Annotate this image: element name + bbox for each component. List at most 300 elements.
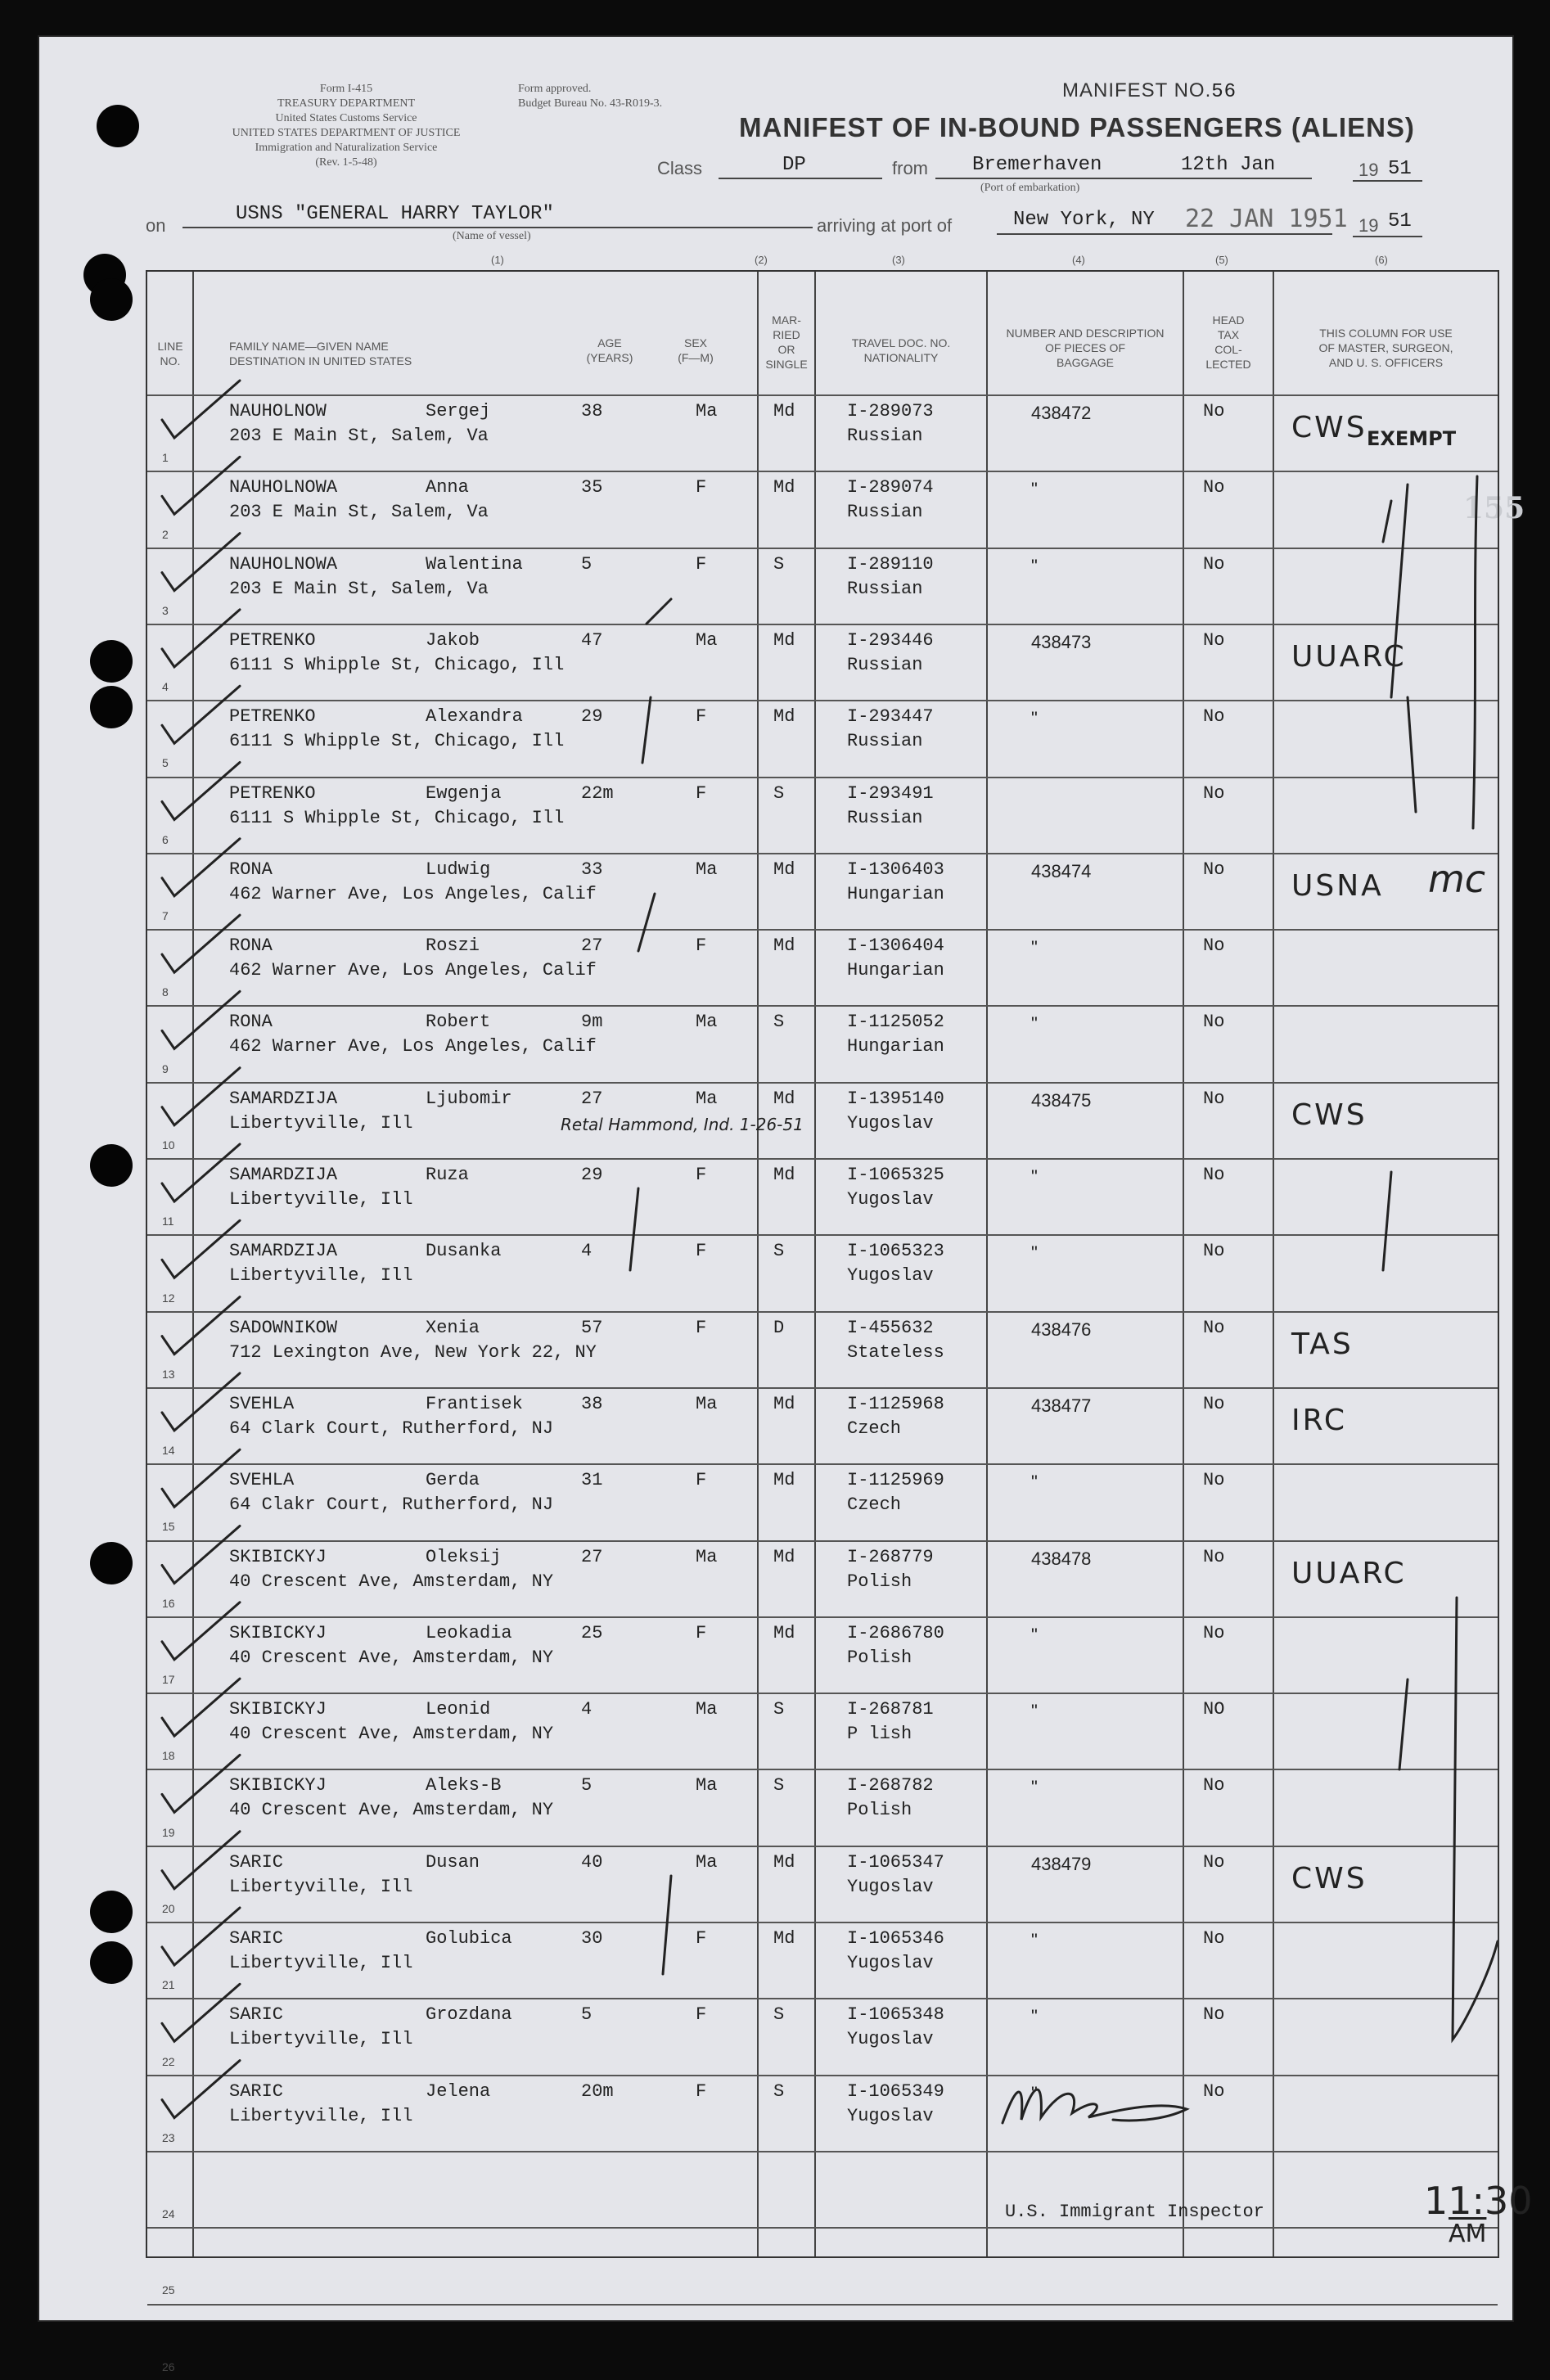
surname: SARIC [229,2004,284,2026]
baggage: 438475 [1031,1089,1092,1111]
head-tax: No [1203,553,1225,575]
exempt-annotation: EXEMPT [1367,427,1457,450]
surname: SADOWNIKOW [229,1317,338,1338]
binder-hole [90,640,133,683]
line-number: 26 [162,2360,175,2373]
head-tax: No [1203,2004,1225,2026]
age: 38 [581,401,603,421]
age: 35 [581,477,603,498]
checkmark [162,1908,240,1965]
marital-status: Md [773,935,795,957]
destination: 6111 S Whipple St, Chicago, Ill [229,654,565,675]
travel-doc-no: I-1125969 [847,1470,944,1491]
head-tax: No [1203,859,1225,880]
checkmark [162,1220,240,1278]
surname: SVEHLA [229,1393,295,1414]
surname: SVEHLA [229,1470,295,1491]
checkmark [162,381,240,438]
family-bracket-2 [630,894,655,1270]
col-head-name-1: FAMILY NAME—GIVEN NAME [229,340,389,353]
checkmark [162,1602,240,1660]
marital-status: Md [773,1851,795,1873]
manifest-number [1062,79,1237,103]
port-value: New York, NY [1013,209,1155,231]
travel-doc-no: I-1395140 [847,1088,944,1109]
age: 29 [581,706,603,728]
baggage: 438477 [1031,1395,1092,1416]
given-name: Robert [426,1012,491,1033]
line-number: 19 [162,1825,175,1839]
col-head-sex-2: (F—M) [678,351,714,364]
checkmark [162,610,240,667]
sex: F [696,782,707,804]
line-number: 14 [162,1444,175,1458]
head-tax: No [1203,1928,1225,1949]
checkmark [162,1449,240,1507]
checkmark [162,763,240,820]
nationality: Hungarian [847,883,944,904]
baggage: " [1031,2006,1038,2027]
officer-note: TAS [1291,1327,1354,1361]
destination: 203 E Main St, Salem, Va [229,578,489,599]
age: 5 [581,553,593,575]
col-head-head-tax-3: COL- [1214,343,1242,356]
checkmark [162,915,240,972]
baggage: 438478 [1031,1548,1092,1569]
checkmark [162,1068,240,1125]
officer-note: CWS [1291,1098,1368,1132]
given-name: Leonid [426,1699,491,1720]
marital-status: Md [773,706,795,728]
baggage: 438476 [1031,1318,1092,1340]
checkmark [162,1755,240,1812]
binder-hole [97,105,139,147]
line-number: 16 [162,1596,175,1610]
given-name: Oleksij [426,1546,502,1567]
col-num-1: (1) [491,254,504,266]
surname: PETRENKO [229,629,316,651]
surname: PETRENKO [229,706,316,728]
nationality: Russian [847,807,923,828]
col-head-officers-3: AND U. S. OFFICERS [1328,356,1444,369]
surname: RONA [229,1012,273,1033]
sex: Ma [696,859,718,880]
head-tax: No [1203,1165,1225,1185]
destination: 40 Crescent Ave, Amsterdam, NY [229,1647,554,1668]
given-name: Roszi [426,935,480,957]
baggage: 438474 [1031,860,1092,881]
officer-note: UUARC [1291,639,1407,674]
baggage: " [1031,1166,1038,1187]
destination: 6111 S Whipple St, Chicago, Ill [229,731,565,752]
checkmark [162,1526,240,1584]
line-number: 7 [162,909,169,923]
date-value: 12th Jan [1181,154,1276,176]
baggage: 438472 [1031,403,1092,423]
page-number-stamp: 155 [1463,491,1525,525]
treasury-dept: TREASURY DEPARTMENT [277,97,416,110]
given-name: Frantisek [426,1393,523,1414]
destination: Libertyville, Ill [229,2105,413,2126]
officer-mark-6 [1399,1598,1498,2040]
year-underline [1353,180,1422,182]
officer-mark-3 [1408,697,1416,812]
destination: Libertyville, Ill [229,2029,413,2050]
nationality: P lish [847,1724,912,1745]
age: 38 [581,1393,603,1414]
sex: F [696,553,707,575]
col-head-travel-doc-2: NATIONALITY [863,351,939,364]
travel-doc-no: I-293447 [847,706,934,728]
destination: 203 E Main St, Salem, Va [229,426,489,446]
given-name: Jelena [426,2080,491,2102]
travel-doc-no: I-293446 [847,629,934,651]
checkmark [162,534,240,591]
form-approved: Form approved. [518,83,592,95]
age: 47 [581,629,603,651]
travel-doc-no: I-1065346 [847,1928,944,1949]
col-head-baggage-1: NUMBER AND DESCRIPTION [1006,327,1165,340]
baggage: " [1031,1013,1038,1034]
from-value: Bremerhaven [972,154,1102,176]
destination: 712 Lexington Ave, New York 22, NY [229,1341,597,1363]
surname: SAMARDZIJA [229,1165,338,1185]
surname: SKIBICKYJ [229,1775,327,1796]
checkmark [162,2061,240,2118]
sex: Ma [696,1546,718,1567]
travel-doc-no: I-289073 [847,401,934,421]
baggage: " [1031,1930,1038,1950]
surname: SAMARDZIJA [229,1088,338,1109]
line-number: 1 [162,451,169,465]
surname: NAUHOLNOW [229,401,327,421]
head-tax: No [1203,1775,1225,1796]
marital-status: S [773,782,785,804]
given-name: Alexandra [426,706,523,728]
officer-mark-5 [1383,1172,1391,1270]
head-tax: No [1203,1241,1225,1262]
col-num-6: (6) [1375,254,1388,266]
class-underline [719,178,882,179]
age: 25 [581,1622,603,1643]
given-name: Sergej [426,401,491,421]
binder-hole [90,1144,133,1187]
age: 29 [581,1165,603,1185]
head-tax: No [1203,1088,1225,1109]
col-head-married-2: RIED [773,328,800,341]
destination: 462 Warner Ave, Los Angeles, Calif [229,1036,597,1057]
manifest-page [39,37,1533,2373]
destination: 64 Clark Court, Rutherford, NJ [229,1418,554,1439]
sex: F [696,1165,707,1185]
given-name: Jakob [426,629,480,651]
travel-doc-no: I-1065347 [847,1851,944,1873]
destination: 462 Warner Ave, Los Angeles, Calif [229,883,597,904]
surname: SARIC [229,1851,284,1873]
year-prefix: 19 [1359,160,1379,180]
line-number: 8 [162,985,169,999]
col-num-2: (2) [755,254,768,266]
family-bracket-1 [642,599,671,763]
arriving-label: arriving at port of [817,215,953,236]
marital-status: Md [773,401,795,421]
head-tax: No [1203,706,1225,728]
marital-status: S [773,1241,785,1262]
mc-annotation: mc [1428,857,1486,901]
age: 27 [581,1546,603,1567]
travel-doc-no: I-1065325 [847,1165,944,1185]
nationality: Russian [847,578,923,599]
checkmark [162,1832,240,1889]
sex: Ma [696,1088,718,1109]
manifest-no-label: MANIFEST NO. [1062,79,1212,101]
nationality: Russian [847,654,923,675]
marital-status: Md [773,859,795,880]
destination: Libertyville, Ill [229,1189,413,1210]
age: 27 [581,1088,603,1109]
given-name: Leokadia [426,1622,512,1643]
surname: SARIC [229,1928,284,1949]
travel-doc-no: I-268782 [847,1775,934,1796]
line-number: 24 [162,2207,175,2221]
nationality: Yugoslav [847,2105,934,2126]
travel-doc-no: I-1065323 [847,1241,944,1262]
checkmark [162,991,240,1048]
travel-doc-no: I-289110 [847,553,934,575]
col-num-5: (5) [1215,254,1228,266]
sex: F [696,1928,707,1949]
nationality: Russian [847,426,923,446]
surname: RONA [229,859,273,880]
form-number: Form I-415 [319,83,373,95]
age: 22m [581,782,614,804]
head-tax: No [1203,1470,1225,1491]
head-tax: No [1203,782,1225,804]
given-name: Xenia [426,1317,480,1338]
nationality: Russian [847,731,923,752]
age: 30 [581,1928,603,1949]
col-head-line-no-1: LINE [157,340,183,353]
col-head-baggage-2: OF PIECES OF [1044,341,1125,354]
line-number: 5 [162,756,169,770]
baggage: " [1031,479,1038,500]
age: 4 [581,1241,593,1262]
destination: Libertyville, Ill [229,1876,413,1897]
binder-hole [90,1941,133,1984]
checkmark [162,1373,240,1431]
head-tax: No [1203,477,1225,498]
marital-status: Md [773,1928,795,1949]
line-number: 3 [162,603,169,617]
sex: F [696,2080,707,2102]
travel-doc-no: I-1306404 [847,935,944,957]
given-name: Anna [426,477,469,498]
checkmark [162,1297,240,1355]
class-label: Class [657,158,703,178]
officer-mark-1 [1383,501,1391,542]
baggage: 438479 [1031,1853,1092,1874]
family-bracket-3 [663,1876,671,1974]
surname: NAUHOLNOWA [229,553,338,575]
baggage: " [1031,555,1038,576]
line-number: 11 [162,1215,174,1228]
class-value: DP [782,154,806,176]
officer-note: CWS [1291,1861,1368,1895]
destination: 462 Warner Ave, Los Angeles, Calif [229,960,597,981]
sex: F [696,1317,707,1338]
surname: NAUHOLNOWA [229,477,338,498]
sex: Ma [696,1393,718,1414]
nationality: Hungarian [847,960,944,981]
checkmark [162,1144,240,1201]
given-name: Ewgenja [426,782,502,804]
destination: 203 E Main St, Salem, Va [229,502,489,523]
nationality: Yugoslav [847,1876,934,1897]
sex: Ma [696,1775,718,1796]
marital-status: Md [773,1393,795,1414]
col-head-married-4: SINGLE [765,358,808,371]
destination: 6111 S Whipple St, Chicago, Ill [229,807,565,828]
baggage: " [1031,2082,1038,2103]
sex: F [696,1241,707,1262]
line-number: 23 [162,2130,175,2144]
nationality: Czech [847,1418,902,1439]
age: 5 [581,2004,593,2026]
given-name: Dusanka [426,1241,502,1262]
port-underline [997,233,1332,235]
sex: Ma [696,401,718,421]
head-tax: No [1203,1851,1225,1873]
sex: Ma [696,1851,718,1873]
sex: F [696,2004,707,2026]
year-value: 51 [1388,158,1412,180]
arrival-date-stamp: 22 JAN 1951 [1185,205,1348,233]
checkmark-overlay [39,37,252,2320]
passenger-table [146,254,1533,2373]
line-number: 9 [162,1062,169,1075]
surname: SKIBICKYJ [229,1699,327,1720]
arrival-year: 51 [1388,210,1412,232]
vessel-underline [182,227,813,228]
marital-status: Md [773,1622,795,1643]
arrival-year-prefix: 19 [1359,215,1379,236]
col-head-age-1: AGE [597,336,622,349]
justice-dept: UNITED STATES DEPARTMENT OF JUSTICE [232,127,461,139]
destination: 40 Crescent Ave, Amsterdam, NY [229,1724,554,1745]
checkmark [162,686,240,743]
given-name: Ludwig [426,859,491,880]
line-number: 20 [162,1901,175,1915]
travel-doc-no: I-1125968 [847,1393,944,1414]
surname: SARIC [229,2080,284,2102]
inspector-signature [1003,2089,1187,2123]
officer-note: CWS [1291,411,1368,444]
marital-status: S [773,2080,785,2102]
age: 40 [581,1851,603,1873]
destination: 40 Crescent Ave, Amsterdam, NY [229,1800,554,1821]
col-head-married-3: OR [777,343,795,356]
surname: RONA [229,935,273,957]
from-underline [935,178,1181,179]
travel-doc-no: I-268779 [847,1546,934,1567]
customs-service: United States Customs Service [275,112,417,124]
travel-doc-no: I-289074 [847,477,934,498]
line-number: 12 [162,1291,175,1305]
checkmark [162,1679,240,1736]
col-head-officers-1: THIS COLUMN FOR USE [1319,327,1453,340]
page-title: MANIFEST OF IN-BOUND PASSENGERS (ALIENS) [739,112,1415,142]
handwriting-overlay [147,272,1498,2256]
head-tax: No [1203,629,1225,651]
col-head-line-no-2: NO. [160,354,181,367]
destination: Libertyville, Ill [229,1112,413,1134]
baggage: " [1031,937,1038,958]
travel-doc-no: I-1306403 [847,859,944,880]
officer-mark-2 [1391,485,1408,697]
nationality: Polish [847,1800,912,1821]
nationality: Yugoslav [847,1112,934,1134]
line-number: 6 [162,832,169,846]
sex: F [696,706,707,728]
surname: SKIBICKYJ [229,1622,327,1643]
line-number: 13 [162,1367,175,1381]
marital-status: Md [773,1165,795,1185]
age: 27 [581,935,603,957]
nationality: Czech [847,1494,902,1516]
nationality: Polish [847,1647,912,1668]
sex: Ma [696,629,718,651]
form-approval-block [518,82,662,111]
baggage: " [1031,1624,1038,1645]
line-number: 15 [162,1520,175,1534]
marital-status: Md [773,477,795,498]
age: 31 [581,1470,603,1491]
baggage: " [1031,1472,1038,1493]
head-tax: No [1203,401,1225,421]
rev-date: (Rev. 1-5-48) [315,156,377,169]
given-name: Walentina [426,553,523,575]
checkmark [162,457,240,514]
given-name: Ljubomir [426,1088,512,1109]
sex: Ma [696,1699,718,1720]
given-name: Aleks-B [426,1775,502,1796]
nationality: Stateless [847,1341,944,1363]
line-number: 25 [162,2283,175,2297]
col-head-head-tax-1: HEAD [1212,313,1245,327]
marital-status: Md [773,629,795,651]
officer-mark-4 [1473,476,1477,828]
surname: SAMARDZIJA [229,1241,338,1262]
baggage: " [1031,1701,1038,1722]
col-head-head-tax-4: LECTED [1205,358,1251,371]
marital-status: Md [773,1546,795,1567]
head-tax: NO [1203,1699,1225,1720]
line-number: 21 [162,1978,175,1992]
travel-doc-no: I-293491 [847,782,934,804]
head-tax: No [1203,2080,1225,2102]
marital-status: Md [773,1088,795,1109]
time-annotation: 11:30 [1424,2179,1533,2223]
travel-doc-no: I-1065349 [847,2080,944,2102]
sex: F [696,477,707,498]
head-tax: No [1203,1012,1225,1033]
age: 9m [581,1012,603,1033]
head-tax: No [1203,935,1225,957]
given-name: Grozdana [426,2004,512,2026]
col-head-head-tax-2: TAX [1217,328,1240,341]
travel-doc-no: I-1125052 [847,1012,944,1033]
age: 4 [581,1699,593,1720]
